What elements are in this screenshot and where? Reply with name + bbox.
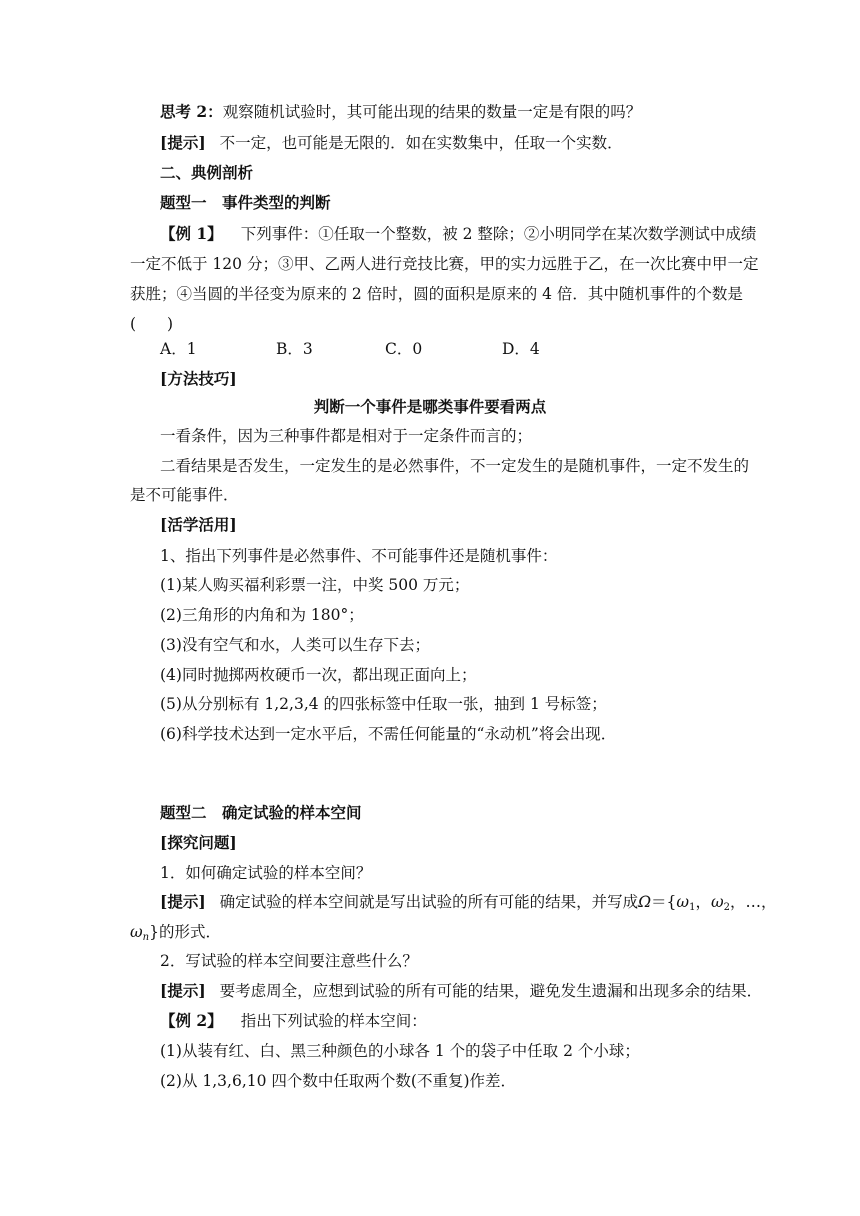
example1-line-2: 一定不低于 120 分；③甲、乙两人进行竞技比赛，甲的实力远胜于乙，在一次比赛中甲一定 (130, 255, 759, 273)
option-d: D．4 (502, 340, 540, 358)
example2-text: 指出下列试验的样本空间： (240, 1012, 427, 1030)
practice-item-4: (4)同时抛掷两枚硬币一次，都出现正面向上； (160, 666, 477, 684)
omega2-sub: 2 (723, 902, 730, 913)
omega1-sub: 1 (689, 902, 696, 913)
option-c: C．0 (385, 340, 423, 358)
practice-label: [活学活用] (160, 515, 237, 534)
omega-n-sub: n (142, 932, 150, 943)
section2-title: 二、典例剖析 (160, 163, 254, 182)
practice-item-1: (1)某人购买福利彩票一注，中奖 500 万元； (160, 576, 470, 594)
method-line-3: 是不可能事件． (130, 486, 239, 504)
omega1: ω (676, 893, 690, 911)
hint1-text-a: 确定试验的样本空间就是写出试验的所有可能的结果，并写成 (219, 893, 639, 911)
method-line-2: 二看结果是否发生，一定发生的是必然事件，不一定发生的是随机事件，一定不发生的 (160, 457, 750, 475)
practice-item-5: (5)从分别标有 1,2,3,4 的四张标签中任取一张，抽到 1 号标签； (160, 695, 607, 713)
type1-title: 题型一 事件类型的判断 (160, 193, 331, 212)
hint1-eq: ＝{ (651, 893, 677, 911)
method-heading: 判断一个事件是哪类事件要看两点 (313, 397, 547, 416)
option-b: B．3 (276, 340, 313, 358)
think2-hint-text: 不一定，也可能是无限的．如在实数集中，任取一个实数． (219, 134, 623, 152)
explore-label: [探究问题] (160, 833, 237, 852)
omega-n: ω (130, 923, 143, 941)
hint1-label: [提示] (160, 892, 206, 911)
think2-label: 思考 2： (160, 102, 223, 121)
question-2: 2．写试验的样本空间要注意些什么？ (160, 952, 418, 970)
practice-intro: 1、指出下列事件是必然事件、不可能事件还是随机事件： (160, 547, 558, 565)
example2-item-2: (2)从 1,3,6,10 四个数中任取两个数(不重复)作差． (160, 1072, 516, 1090)
hint1-line-2 (130, 922, 221, 942)
type2-title: 题型二 确定试验的样本空间 (160, 803, 362, 822)
think2-hint-label: [提示] (160, 133, 206, 152)
hint1-text-b: }的形式． (149, 923, 221, 941)
hint2-label: [提示] (160, 981, 206, 1000)
question-1: 1．如何确定试验的样本空间？ (160, 864, 372, 882)
practice-item-2: (2)三角形的内角和为 180°； (160, 606, 364, 624)
hint2-line (160, 981, 762, 1001)
example2-line (160, 1011, 427, 1031)
think2-line (160, 102, 641, 122)
hint2-text: 要考虑周全，应想到试验的所有可能的结果，避免发生遗漏和出现多余的结果． (219, 982, 763, 1000)
hint1-dots: ，…， (729, 893, 777, 911)
option-a: A．1 (160, 340, 197, 358)
method-line-1: 一看条件，因为三种事件都是相对于一定条件而言的； (160, 427, 533, 445)
example1-label: 【例 1】 (160, 224, 223, 243)
think2-hint-line (160, 133, 623, 153)
practice-item-3: (3)没有空气和水，人类可以生存下去； (160, 636, 430, 654)
omega2: ω (710, 893, 724, 911)
example1-line-3: 获胜；④当圆的半径变为原来的 2 倍时，圆的面积是原来的 4 倍．其中随机事件的个数是 (130, 285, 743, 303)
practice-item-6: (6)科学技术达到一定水平后，不需任何能量的“永动机”将会出现． (160, 725, 617, 743)
example2-item-1: (1)从装有红、白、黑三种颜色的小球各 1 个的袋子中任取 2 个小球； (160, 1042, 640, 1060)
hint1-line-1: [提示] 确定试验的样本空间就是写出试验的所有可能的结果，并写成$\Omega=\{\omega_1$，$\omega_2$，…， (160, 892, 777, 913)
think2-text: 观察随机试验时，其可能出现的结果的数量一定是有限的吗？ (222, 103, 642, 121)
method-label: [方法技巧] (160, 369, 237, 388)
example1-text-1: 下列事件：①任取一个整数，被 2 整除；②小明同学在某次数学测试中成绩 (240, 225, 757, 243)
example2-label: 【例 2】 (160, 1011, 223, 1030)
example1-line-4: ( ) (130, 315, 174, 333)
omega-symbol: Ω (638, 893, 652, 911)
example1-line-1 (160, 224, 756, 244)
